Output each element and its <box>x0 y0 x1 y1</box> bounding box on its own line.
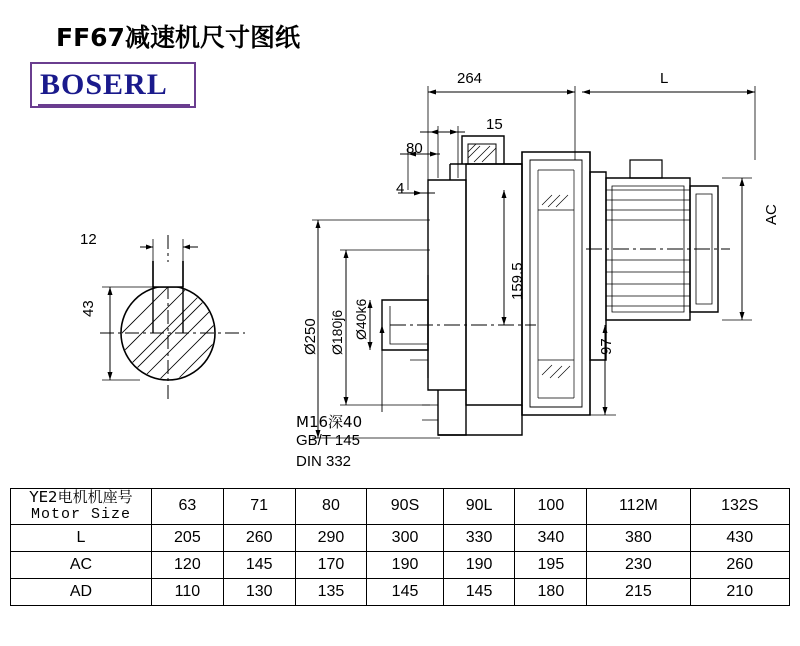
left-section-view <box>40 225 300 465</box>
table-cell: 215 <box>587 578 690 605</box>
dimension-table <box>10 488 790 606</box>
row-label: L <box>11 524 152 551</box>
table-cell: 260 <box>223 524 295 551</box>
note-din332: DIN 332 <box>296 453 352 470</box>
table-cell: 260 <box>690 551 790 578</box>
table-row <box>11 524 790 551</box>
dim-4: 4 <box>396 180 405 197</box>
table-cell: 180 <box>515 578 587 605</box>
dim-43: 43 <box>80 300 97 317</box>
note-m16: M16深40 <box>296 413 363 431</box>
table-cell: 145 <box>443 578 515 605</box>
table-cell: 170 <box>295 551 367 578</box>
logo-text: BOSERL <box>40 68 168 101</box>
table-header-cell: 90L <box>443 489 515 525</box>
row-label: AD <box>11 578 152 605</box>
table-cell: 330 <box>443 524 515 551</box>
logo-underline <box>38 104 190 107</box>
row-label: AC <box>11 551 152 578</box>
table-header-cell: 90S <box>367 489 443 525</box>
table-header-label-en: Motor Size <box>30 506 131 524</box>
dim-d250: Ø250 <box>302 318 319 355</box>
table-row <box>11 578 790 605</box>
note-gbt145: GB/T 145 <box>296 432 360 449</box>
table-cell: 110 <box>152 578 224 605</box>
table-cell: 130 <box>223 578 295 605</box>
table-row <box>11 551 790 578</box>
page-title: FF67减速机尺寸图纸 <box>56 23 300 52</box>
table-cell: 205 <box>152 524 224 551</box>
table-header-cell: 71 <box>223 489 295 525</box>
dim-159-5: 159.5 <box>509 262 526 300</box>
table-cell: 430 <box>690 524 790 551</box>
table-header-label <box>11 489 152 525</box>
table-cell: 290 <box>295 524 367 551</box>
table-cell: 190 <box>367 551 443 578</box>
table-cell: 195 <box>515 551 587 578</box>
table-cell: 340 <box>515 524 587 551</box>
dim-80: 80 <box>406 140 423 157</box>
table-header-row <box>11 489 790 525</box>
table-header-cell: 63 <box>152 489 224 525</box>
table-cell: 145 <box>223 551 295 578</box>
table-header-cell: 112M <box>587 489 690 525</box>
dim-97: 97 <box>598 338 615 355</box>
dim-AC: AC <box>763 204 780 225</box>
dim-d40: Ø40k6 <box>353 298 369 340</box>
dim-d180: Ø180j6 <box>329 309 345 355</box>
table-cell: 230 <box>587 551 690 578</box>
table-cell: 120 <box>152 551 224 578</box>
table-cell: 135 <box>295 578 367 605</box>
table-cell: 300 <box>367 524 443 551</box>
table-header-cell: 100 <box>515 489 587 525</box>
dim-15: 15 <box>486 116 503 133</box>
dim-L: L <box>660 70 669 87</box>
dim-12: 12 <box>80 231 97 248</box>
dim-264: 264 <box>457 70 483 87</box>
table-cell: 380 <box>587 524 690 551</box>
table-header-cell: 132S <box>690 489 790 525</box>
table-cell: 210 <box>690 578 790 605</box>
table-cell: 190 <box>443 551 515 578</box>
table-header-cell: 80 <box>295 489 367 525</box>
table-cell: 145 <box>367 578 443 605</box>
table-header-label-cn: YE2电机机座号 <box>29 488 133 506</box>
